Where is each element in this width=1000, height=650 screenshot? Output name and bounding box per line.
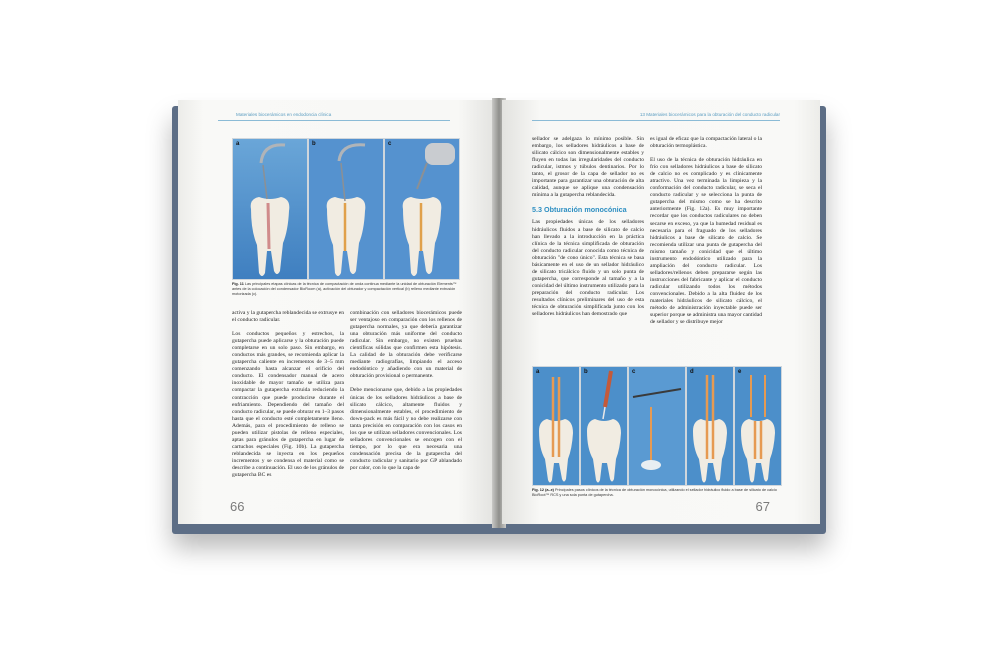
left-figure-caption (232, 282, 458, 297)
left-text-column-2 (350, 310, 462, 496)
section-heading: 5.3 Obturación monocónica (532, 205, 627, 215)
panel-letter: e (738, 369, 742, 375)
page-number-right: 67 (755, 499, 770, 514)
figure-panel-b (580, 366, 628, 486)
paragraph: El uso de la técnica de obturación hidráulica en frío con selladores hidráulicos a base de silicato de calcio no es complicado y es clínicamente atractivo. Una vez terminada la limpieza y la conformación del conducto radicular, se seca el conducto radicular y se selecciona la punta de gutapercha del mismo como se ha descrito anteriormente (Fig. 12a). Es muy importante recordar que los conductos radiculares no deben secarse en exceso, ya que la humedad residual es necesaria para el fraguado de los selladores hidráulicos a base de silicato de calcio. Se recomienda utilizar una punta de gutapercha del mismo tamaño y conicidad que el último instrumento endodóntico utilizado para la ampliación del conducto radicular. Los selladores/rellenos deben prepararse según las instrucciones del fabricante y aplicar el conducto radicular utilizando todos los métodos convencionales. Debido a la alta fluidez de los materiales hidráulicos de silicato cálcico, el método de administración inyectable puede ser superior porque se administra una mayor cantidad de sellador y se distribuye mejor (650, 157, 762, 326)
left-page (178, 100, 496, 524)
caption-label: Fig. 12 (a–e) (532, 488, 554, 492)
paragraph: Los conductos pequeños y estrechos, la gutapercha puede aplicarse y la obturación puede completarse en un solo paso. Sin embargo, en conductos más grandes, se recomienda aplicar la gutapercha caliente en incrementos de 3–5 mm comenzando hasta alcanzar el orificio del conducto. El condensador manual de acero inoxidable de mayor tamaño se utiliza para compactar la gutapercha extruida reduciendo la contracción que puede producirse durante el enfriamiento. Dependiendo del tamaño del conducto radicular, se puede obturar en 1–3 pasos hasta que el conducto esté completamente lleno. Además, para el procedimiento de relleno se pueden utilizar pistolas de relleno especiales, aptas para gránulos de gutapercha en lugar de cartuchos especiales (Fig. 10b). La gutapercha reblandecida se inyecta en los pequeños incrementos y se condensa el material como se describe a continuación. El uso de los gránulos de gutapercha BC es (232, 331, 344, 479)
right-text-column-2 (650, 136, 762, 358)
caption-text: Principales pasos clínicos de la técnica de obturación monocónica, utilizando el sellador hidráulico fluido a base de silicato de calcio BioRoot™ RCS y una sola punta de gutapercha. (532, 488, 777, 497)
panel-letter: b (312, 141, 316, 147)
paragraph: sellador se adelgaza lo mínimo posible. Sin embargo, los selladores hidráulicos a base de silicato cálcico son dimensionalmente estables y fluyen en todas las irregularidades del conducto radicular, istmos y túbulos dentinarios. Por lo tanto, el grosor de la capa de sellador no es importante para garantizar una obturación de alta calidad, aunque se aplique una condensación mínima a la gutapercha reblandecida. (532, 136, 644, 199)
panel-letter: c (632, 369, 636, 375)
figure-panel-b (308, 138, 384, 280)
figure-panel-a (232, 138, 308, 280)
caption-text: Las principales etapas clínicas de la técnica de compactación de onda continua mediante la unidad de obturación Elements™ antes de la colocación del condensador BioRoom (a), activación del obturador y compactación vertical (b) relleno mediante extrusión motorizada (c). (232, 282, 457, 296)
panel-letter: a (536, 369, 540, 375)
right-running-head: 13 Materiales biocerámicos para la obturación del conducto radicular (639, 112, 780, 117)
right-header-rule (532, 120, 780, 121)
panel-letter: a (236, 141, 240, 147)
page-number-left: 66 (230, 499, 245, 514)
panel-letter: b (584, 369, 588, 375)
figure-panel-c (384, 138, 460, 280)
panel-letter: c (388, 141, 392, 147)
paragraph: es igual de eficaz que la compactación lateral o la obturación termoplástica. (650, 136, 762, 150)
right-text-column-1 (532, 136, 644, 358)
open-book (172, 98, 826, 534)
paragraph: Debe mencionarse que, debido a las propiedades únicas de los selladores hidráulicos a base de silicato cálcico, altamente fluidos y dimensionalmente estables, el procedimiento de down-pack es más fácil y no debe realizarse con tanta precisión en comparación con los casos en los que se utilizan selladores convencionales. Los selladores convencionales se encogen con el tiempo, por lo que era necesaria una condensación precisa de la gutapercha del conducto radicular y sanitario por GP ablandado por calor, con lo que la capa de (350, 387, 462, 471)
paragraph: activa y la gutapercha reblandecida se extrusye en el conducto radicular. (232, 310, 344, 324)
right-figure-caption (532, 488, 780, 498)
paragraph: combinación con selladores biocerámicos puede ser ventajoso en comparación con los rellenos de gutapercha normales, ya que debería garantizar una obturación más uniforme del conducto radicular. Sin embargo, no existen pruebas científicas sólidas que confirmen esta hipótesis. La calidad de la obturación debe verificarse mediante radiografías, limpiando el acceso endodóntico y añadiendo con un material de obturación provisional o permanente. (350, 310, 462, 380)
left-header-rule (218, 120, 450, 121)
caption-label: Fig. 11 (232, 282, 244, 286)
panel-letter: d (690, 369, 694, 375)
figure-panel-d (686, 366, 734, 486)
left-running-head: Materiales biocerámicos en endodoncia clínica (236, 112, 332, 117)
figure-panel-a (532, 366, 580, 486)
figure-panel-c (628, 366, 686, 486)
right-page (502, 100, 820, 524)
paragraph: Las propiedades únicas de los selladores hidráulicos fluidos a base de silicato de calcio han llevado a la introducción en la práctica clínica de la técnica simplificada de obturación del conducto radicular conocida como técnica de obturación "de cono único". Esta técnica se basa básicamente en el uso de un sellador hidráulico de silicato tricálcico fluido y un solo punta de gutapercha, que corresponde al tamaño y a la conicidad del último instrumento utilizado para la preparación del conducto radicular. Los resultados clínicos preliminares del uso de esta técnica de obturación simplificada junto con los selladores hidráulicos han demostrado que (532, 219, 644, 318)
figure-panel-e (734, 366, 782, 486)
left-text-column-1 (232, 310, 344, 496)
